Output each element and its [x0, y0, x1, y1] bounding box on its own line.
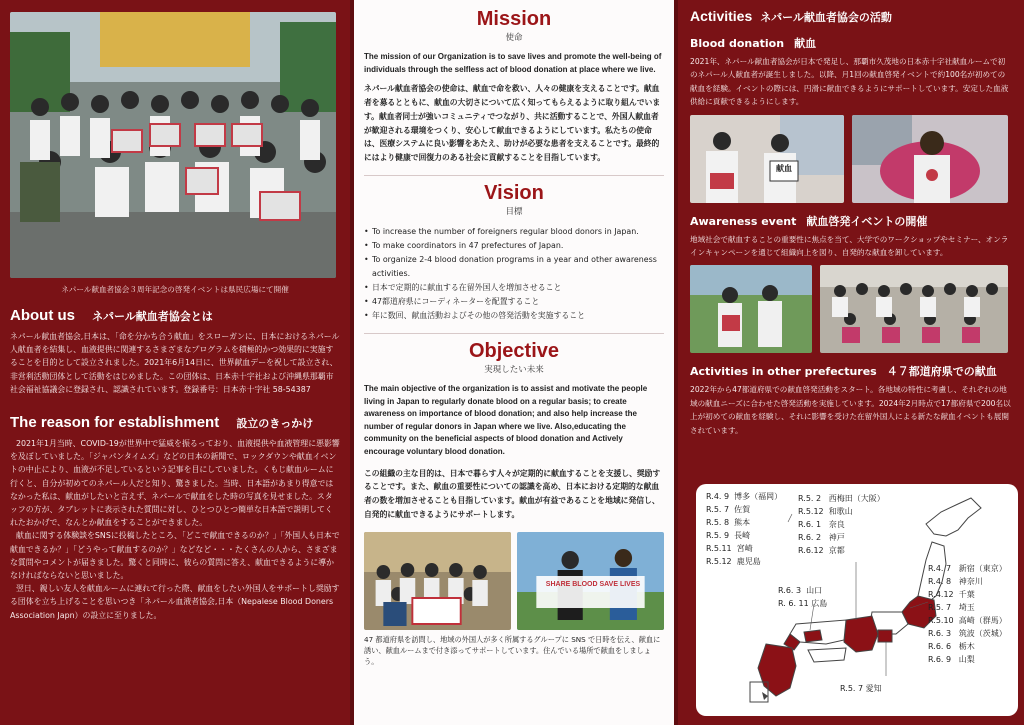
mission-subtitle: 使命 [505, 33, 523, 43]
vision-item: • 日本で定期的に献血する在留外国人を増加させること [364, 281, 664, 295]
donation-sign-text: 献血 [776, 163, 792, 173]
vision-item: • 47都道府県にコーディネーターを配置すること [364, 295, 664, 309]
about-title-en: About us [10, 307, 75, 324]
prefecture-photo-caption: 47 都道府県を訪問し、地域の外国人が多く所属するグループに SNS で日時を伝え、献血に誘い、献血ルームまで付き添ってサポートしています。住んでいる場所で献血をしましょう。 [364, 634, 661, 666]
map-labels-aichi: R.5. 7 愛知 [840, 684, 882, 693]
donor-chair-photo [852, 115, 1008, 203]
awareness-photos [690, 265, 1012, 353]
objective-section [364, 340, 664, 522]
about-title-jp: ネパール献血者協会とは [92, 310, 213, 323]
vision-item: • To organize 2-4 blood donation programs in a year and other awareness activities. [364, 253, 664, 281]
reason-title-jp: 設立のきっかけ [236, 417, 314, 431]
campus-event-photo [690, 265, 812, 353]
reason-paragraph-1: 2021年1月当時、COVID-19が世界中で猛威を振るっており、血液提供や血液管理に悪影響を及ぼしていました。「ジャパンタイムズ」などの日本の新聞で、ロックダウンや献血イベントの中止により、血液が不足しているという記事を目にしていました。くもじ献血ルームに行くと、自分が初めてのネパール人だと知り、驚きました。当時、日本語があまり得意ではなかった私は、献血がしたいと言えず、ネパールで献血をした時の写真を見せました。スタッフの方が、タブレットに表示された質問に対し、ひとつひとつ簡単な日本語で説明してくれたおかげで、なんとか献血をすることができました。 [10, 439, 340, 528]
about-body: ネパール献血者協会,日本は、「命を分かち合う献血」をスローガンに、日本におけるネパール人献血者を結集し、血液提供に関連するさまざまなプログラムを積極的かつ効果的に実施することを目的として設立されました。2021年6月14日に、世界献血デーを祝して設立され、非営利活動団体として活動をはじめました。この団体は、日本赤十字社および沖縄県那覇市社会福祉協議会に登録され、認識されています。登録番号：日本赤十字社 58-54387 [10, 332, 340, 394]
vision-item: • 年に数回、献血活動およびその他の啓発活動を実施すること [364, 309, 664, 323]
group-visit-photo [364, 532, 511, 630]
middle-panel [350, 0, 678, 725]
other-body: 2022年から47都道府県での献血啓発活動をスタート。各地域の特性に考慮し、それぞれの地域の献血ニーズに合わせた啓発活動を実施しています。2024年2月時点で17都府県で200名以上が初めての献血を経験し、それに影響を受けた在留外国人による新たな献血イベントも展開されています。 [690, 385, 1011, 435]
prefecture-visit-photos [364, 532, 664, 630]
students-group-photo [820, 265, 1008, 353]
mission-section [364, 8, 664, 165]
divider [364, 175, 664, 176]
awareness-heading [690, 213, 1012, 229]
photo-caption: ネパール献血者協会３周年記念の啓発イベントは県民広場にて開催 [61, 285, 289, 294]
mission-title: Mission [476, 8, 552, 30]
divider [364, 333, 664, 334]
about-section [10, 305, 340, 396]
vision-list [364, 225, 664, 323]
vision-subtitle: 目標 [505, 206, 523, 217]
activities-title-jp: ネパール献血者協会の活動 [760, 12, 892, 24]
donation-photos [690, 115, 1012, 203]
vision-item: • To increase the number of foreigners regular blood donors in Japan. [364, 225, 664, 239]
map-labels-kanto: R.4. 7 新宿（東京） R.4. 8 神奈川 R.4.12 千葉 R.5. 7 埼玉 R.5.10 高崎（群馬） R.6. 3 筑波（茨城） R.6. 6 栃木 R.6. 9 山梨 [928, 564, 1007, 664]
donation-room-photo [690, 115, 844, 203]
objective-text-jp: この組織の主な目的は、日本で暮らす人々が定期的に献血することを支援し、奨励することです。また、献血の重要性についての認識を高め、日本における定期的な献血者の数を増加させることも目指しています。献血が有益であることを地域に発信し、自発的に献血できるようにサポートします。 [364, 468, 661, 519]
donation-title-jp: 献血 [794, 37, 817, 50]
awareness-title-jp: 献血啓発イベントの開催 [806, 214, 928, 228]
objective-text-en: The main objective of the organization is to assist and motivate the people living in Japan to regularly donate blood on a regular basis; to create awareness on importance of blood donation; and also help increase the number of regular donors in Japan where we live. Also,educating the community on the beneficial aspects of blood donation and Actively encourage voluntary blood donation. [364, 383, 648, 456]
donation-body: 2021年、ネパール献血者協会が日本で発足し、那覇市久茂地の日本赤十字社献血ルームで初のネパール人献血者が誕生しました。以降、月1回の献血啓発イベントで約100名が初めての献血を経験。イベントの際には、円滑に献血できるようにサポートしています。安定した血液供給に貢献できるようにします。 [690, 57, 1009, 107]
vision-title: Vision [484, 181, 544, 204]
vision-item: • To make coordinators in 47 prefectures of Japan. [364, 239, 664, 253]
activities-title-en: Activities [690, 8, 753, 24]
map-labels-kansai: R.5. 2 西梅田（大阪） R.5.12 和歌山 R.6. 1 奈良 R.6. 2 神戸 R.6.12 京都 [798, 494, 885, 555]
reason-section [10, 412, 340, 622]
map-labels-kyushu: R.4. 9 博多（福岡） R.5. 7 佐賀 R.5. 8 熊本 R.5. 9 長崎 R.5.11 宮崎 R.5.12 鹿児島 [706, 492, 783, 566]
other-title-en: Activities in other prefectures [690, 365, 877, 379]
mission-text-jp: ネパール献血者協会の使命は、献血で命を救い、人々の健康を支えることです。献血者を募るとともに、献血の大切さについて広く知ってもらえるように取り組んでいます。献血者同士が強いコミュニティでつながり、共に活動することで、外国人献血者が歓迎される環境をつくり、安心して献血できるようにしています。私たちの使命は、医療システムに良い影響をあたえ、助けが必要な患者を支えることです。最終的にはより健康で回復力のある社会に貢献することを目指しています。 [364, 84, 661, 163]
reason-title-en: The reason for establishment [10, 414, 220, 432]
group-event-photo [10, 12, 336, 278]
left-panel [0, 0, 350, 725]
donation-heading [690, 35, 1012, 51]
map-labels-chugoku: R.6. 3 山口 R. 6. 11 広島 [778, 586, 828, 608]
awareness-title-en: Awareness event [690, 214, 797, 228]
other-title-jp: ４７都道府県での献血 [886, 365, 997, 379]
objective-title: Objective [468, 339, 560, 362]
vision-section [364, 182, 664, 323]
objective-subtitle: 実現したい未来 [484, 364, 544, 375]
banner-text: SHARE BLOOD SAVE LIVES [545, 580, 641, 588]
mission-text-en: The mission of our Organization is to save lives and promote the well-being of individuals through the selfless act of blood donation at place where we live. [364, 52, 662, 74]
awareness-body: 地域社会で献血することの重要性に焦点を当て、大学でのワークショップやセミナー、オンラインキャンペーンを通じて組織向上を図り、自発的な献血を卸しています。 [690, 234, 1009, 258]
reason-paragraph-3: 翌日、親しい友人を献血ルームに連れて行った際、献血をしたい外国人をサポートし奨励する団体を立ち上げることを思いつき「ネパール血液者協会,日本（Nepalese Blood Doners Association Japn）の設立に至りました。 [10, 584, 340, 620]
banner-photo [517, 532, 664, 630]
donation-title-en: Blood donation [690, 37, 785, 50]
japan-map-panel [696, 484, 1018, 716]
reason-paragraph-2: 献血に関する体験談をSNSに投稿したところ、「どこで献血できるのか？」「外国人も日本で献血できるか？」「どうやって献血するのか？」などなど・・・たくさんの人から、さまざまな質問やコメントが届きました。驚くと同時に、彼らの質問に答え、献血できるように導かなければならないと思いました。 [10, 531, 340, 581]
other-prefectures-heading [690, 363, 1012, 379]
activities-heading [690, 8, 1012, 25]
